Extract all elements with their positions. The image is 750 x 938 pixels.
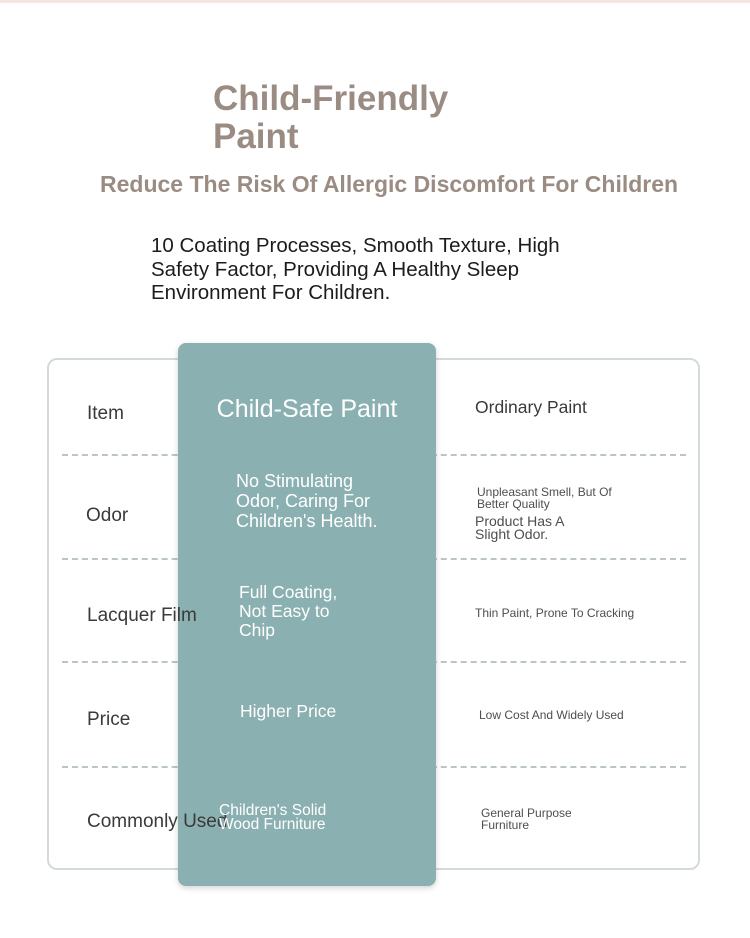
price-ordinary-value: Low Cost And Widely Used [479,708,624,722]
row-label-lacquer-film: Lacquer Film [87,605,197,626]
odor-ordinary-value-a: Unpleasant Smell, But Of Better Quality [477,485,612,511]
top-accent-line [0,0,750,3]
odor-ordinary-value-b: Product Has A Slight Odor. [475,513,564,542]
commonly-used-child-safe-value: Children's Solid Wood Furniture [219,802,327,833]
odor-child-safe-value: No Stimulating Odor, Caring For Children's Health. [236,471,378,531]
page-description: 10 Coating Processes, Smooth Texture, High Safety Factor, Providing A Healthy Sleep Environment For Children. [151,234,560,304]
commonly-used-ordinary-value: General Purpose Furniture [481,806,572,832]
header-ordinary-paint: Ordinary Paint [475,397,587,417]
header-child-safe-paint: Child-Safe Paint [216,395,398,423]
lacquer-film-child-safe-value: Full Coating, Not Easy to Chip [239,582,338,640]
row-label-odor: Odor [86,505,129,526]
header-item: Item [87,403,124,424]
row-label-price: Price [87,709,131,730]
row-label-commonly-used: Commonly Used [87,811,228,832]
price-child-safe-value: Higher Price [240,701,337,721]
page-title: Child-Friendly Paint [213,79,449,156]
lacquer-film-ordinary-value: Thin Paint, Prone To Cracking [475,606,635,620]
page-subtitle: Reduce The Risk Of Allergic Discomfort For Children [100,171,679,197]
